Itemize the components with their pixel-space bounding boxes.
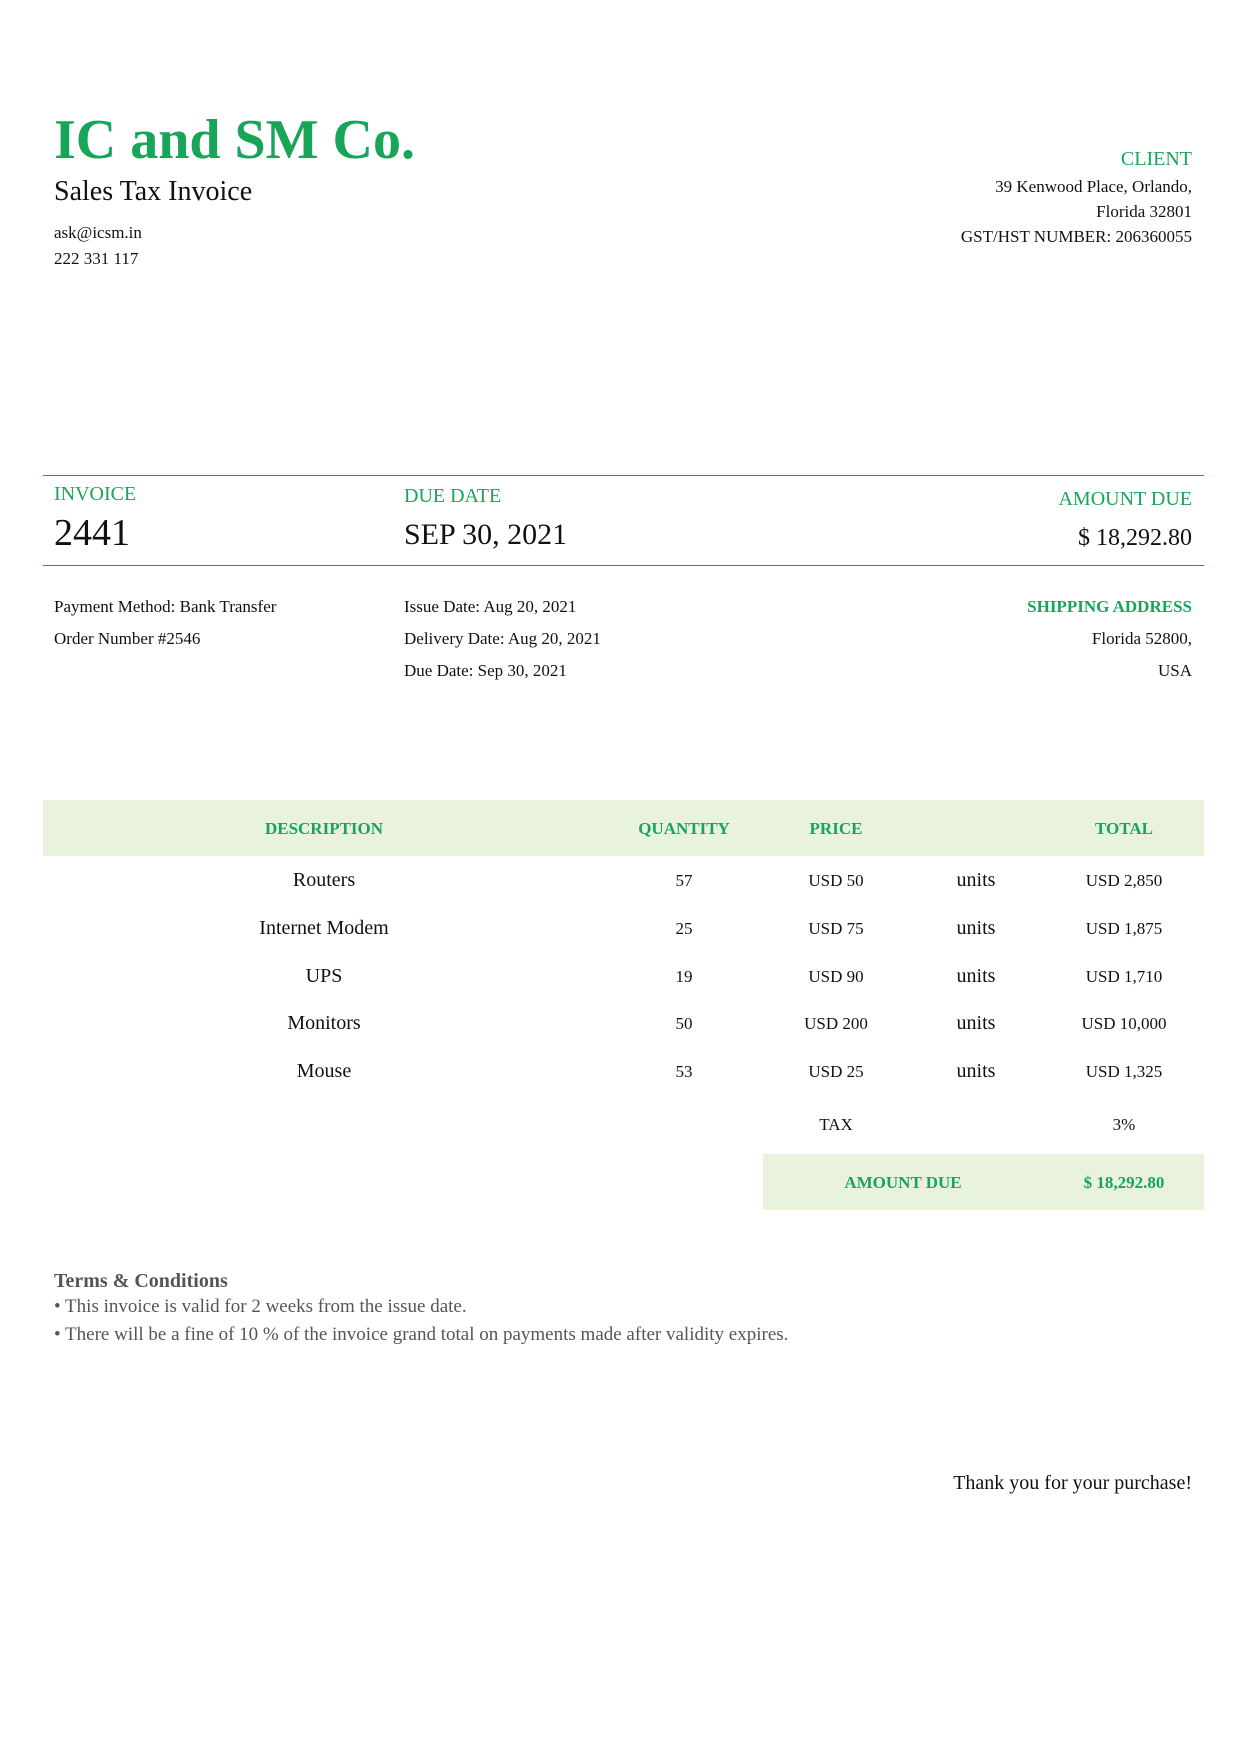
column-header-price: PRICE — [809, 819, 863, 838]
divider-top — [43, 475, 1204, 476]
row-quantity: 25 — [675, 919, 693, 938]
row-total: USD 2,850 — [1085, 871, 1163, 890]
terms-line: • There will be a fine of 10 % of the invoice grand total on payments made after validity expires. — [54, 1324, 789, 1345]
details-due-date: Due Date: Sep 30, 2021 — [404, 661, 567, 680]
payment-method: Payment Method: Bank Transfer — [54, 597, 277, 616]
amount-due-value: $ 18,292.80 — [1078, 525, 1192, 551]
row-quantity: 50 — [675, 1014, 693, 1033]
company-name: IC and SM Co. — [54, 109, 415, 171]
company-phone: 222 331 117 — [54, 249, 139, 268]
row-total: USD 1,325 — [1085, 1062, 1163, 1081]
delivery-date: Delivery Date: Aug 20, 2021 — [404, 629, 601, 648]
total-amount-due-label: AMOUNT DUE — [844, 1173, 962, 1192]
issue-date: Issue Date: Aug 20, 2021 — [404, 597, 577, 616]
row-description: Routers — [292, 869, 356, 891]
thank-you-message: Thank you for your purchase! — [953, 1472, 1192, 1494]
column-header-total: TOTAL — [1095, 819, 1153, 838]
company-email: ask@icsm.in — [54, 223, 142, 242]
invoice-label: INVOICE — [54, 483, 137, 505]
due-date-label: DUE DATE — [404, 485, 502, 507]
total-amount-due-value: $ 18,292.80 — [1083, 1173, 1165, 1192]
row-description: Mouse — [296, 1060, 352, 1082]
row-quantity: 57 — [675, 871, 693, 890]
order-number: Order Number #2546 — [54, 629, 201, 648]
invoice-number: 2441 — [54, 512, 130, 554]
column-header-quantity: QUANTITY — [638, 819, 730, 838]
terms-title: Terms & Conditions — [54, 1270, 228, 1292]
shipping-address-line2: USA — [1157, 661, 1192, 680]
row-description: UPS — [305, 965, 343, 987]
client-gst-number: GST/HST NUMBER: 206360055 — [960, 227, 1192, 246]
row-price: USD 200 — [804, 1014, 868, 1033]
row-price: USD 50 — [808, 871, 864, 890]
row-unit: units — [956, 1012, 996, 1034]
row-total: USD 1,710 — [1085, 967, 1163, 986]
amount-due-label: AMOUNT DUE — [1058, 488, 1192, 510]
due-date-value: SEP 30, 2021 — [404, 518, 568, 551]
divider-bottom — [43, 565, 1204, 566]
row-unit: units — [956, 1060, 996, 1082]
shipping-address-label: SHIPPING ADDRESS — [1027, 597, 1192, 616]
row-total: USD 10,000 — [1081, 1014, 1167, 1033]
client-address-line1: 39 Kenwood Place, Orlando, — [995, 177, 1192, 196]
terms-line: • This invoice is valid for 2 weeks from the issue date. — [54, 1296, 467, 1317]
column-header-description: DESCRIPTION — [264, 819, 384, 838]
shipping-address-line1: Florida 52800, — [1091, 629, 1192, 648]
row-total: USD 1,875 — [1085, 919, 1163, 938]
client-label: CLIENT — [1120, 148, 1192, 170]
row-description: Monitors — [287, 1012, 361, 1034]
row-price: USD 75 — [808, 919, 864, 938]
row-price: USD 90 — [808, 967, 864, 986]
row-unit: units — [956, 917, 996, 939]
document-type: Sales Tax Invoice — [54, 176, 253, 207]
row-description: Internet Modem — [259, 917, 389, 939]
row-quantity: 19 — [675, 967, 693, 986]
tax-value: 3% — [1112, 1115, 1136, 1134]
row-unit: units — [956, 965, 996, 987]
row-unit: units — [956, 869, 996, 891]
row-quantity: 53 — [675, 1062, 693, 1081]
tax-label: TAX — [819, 1115, 853, 1134]
row-price: USD 25 — [808, 1062, 864, 1081]
client-address-line2: Florida 32801 — [1096, 202, 1192, 221]
